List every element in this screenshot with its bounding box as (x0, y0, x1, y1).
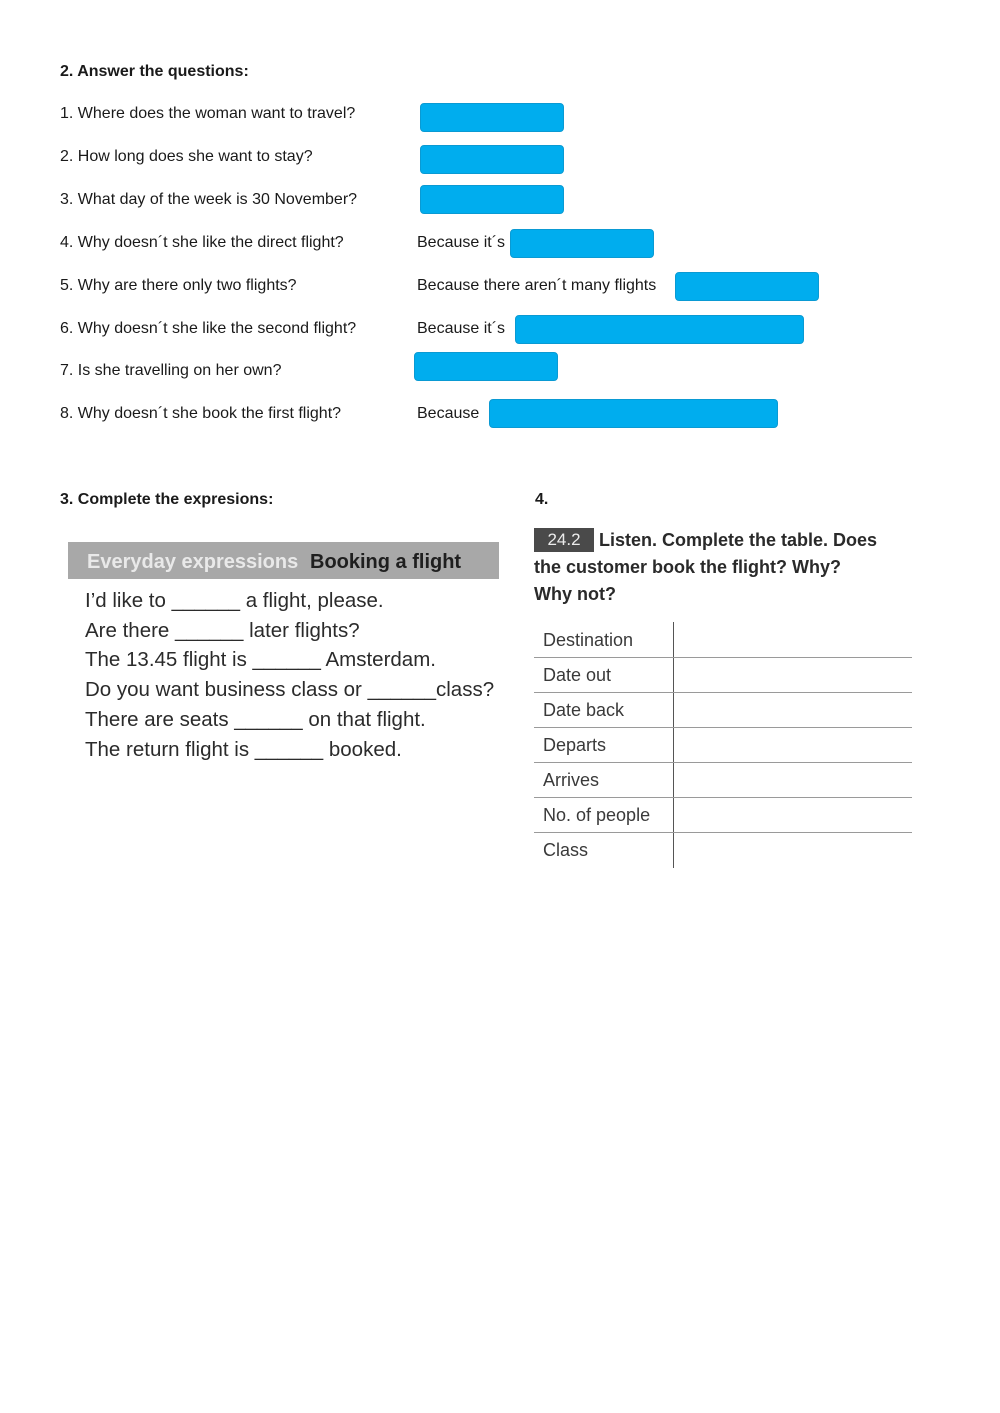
table-row-label: No. of people (543, 805, 651, 825)
book-header-label: Everyday expressions (87, 551, 299, 573)
instruction-line-1: Listen. Complete the table. Does (599, 530, 878, 550)
question-8: 8. Why doesn´t she book the first flight? (60, 405, 342, 422)
table-row-label: Date out (543, 665, 612, 685)
instruction-line-2: the customer book the flight? Why? (534, 557, 841, 577)
table-row-label: Destination (543, 630, 634, 650)
question-3: 3. What day of the week is 30 November? (60, 191, 358, 208)
question-5: 5. Why are there only two flights? (60, 277, 297, 294)
expression-line-5: There are seats ______ on that flight. (85, 708, 426, 731)
question-7: 7. Is she travelling on her own? (60, 362, 282, 379)
answer-prefix-5: Because there aren´t many flights (417, 277, 657, 294)
table-row-divider (534, 657, 912, 658)
question-1: 1. Where does the woman want to travel? (60, 105, 356, 122)
section-2-heading: 2. Answer the questions: (60, 63, 249, 80)
answer-box-7[interactable] (414, 352, 558, 381)
table-row-divider (534, 692, 912, 693)
answer-box-1[interactable] (420, 103, 564, 132)
answer-box-8[interactable] (489, 399, 778, 428)
table-row-label: Arrives (543, 770, 600, 790)
answer-prefix-6: Because it´s (417, 320, 506, 337)
expression-line-1: I’d like to ______ a flight, please. (85, 589, 384, 612)
answer-box-6[interactable] (515, 315, 804, 344)
book-header-bar (68, 542, 499, 579)
flight-details-table (534, 622, 912, 868)
instruction-line-3: Why not? (534, 584, 616, 604)
table-row-label: Date back (543, 700, 625, 720)
expression-line-2: Are there ______ later flights? (85, 619, 360, 642)
answer-box-2[interactable] (420, 145, 564, 174)
question-4: 4. Why doesn´t she like the direct flight? (60, 234, 344, 251)
table-row-divider (534, 727, 912, 728)
section-4-heading: 4. (535, 491, 549, 508)
question-6: 6. Why doesn´t she like the second flight? (60, 320, 357, 337)
book-header-title: Booking a flight (310, 551, 462, 573)
answer-box-4[interactable] (510, 229, 654, 258)
table-row-divider (534, 762, 912, 763)
answer-box-5[interactable] (675, 272, 819, 301)
answer-box-3[interactable] (420, 185, 564, 214)
table-row-label: Class (543, 840, 589, 860)
table-row-divider (534, 797, 912, 798)
answer-prefix-4: Because it´s (417, 234, 506, 251)
table-row-label: Departs (543, 735, 607, 755)
expression-line-6: The return flight is ______ booked. (85, 738, 402, 761)
expression-line-4: Do you want business class or ______class? (85, 678, 495, 701)
expressions-book-excerpt (66, 540, 500, 772)
expression-line-3: The 13.45 flight is ______ Amsterdam. (85, 648, 436, 671)
answer-prefix-8: Because (417, 405, 480, 422)
exercise-number-badge: 24.2 (534, 528, 594, 552)
section-3-heading: 3. Complete the expresions: (60, 491, 274, 508)
table-row-divider (534, 832, 912, 833)
question-2: 2. How long does she want to stay? (60, 148, 313, 165)
